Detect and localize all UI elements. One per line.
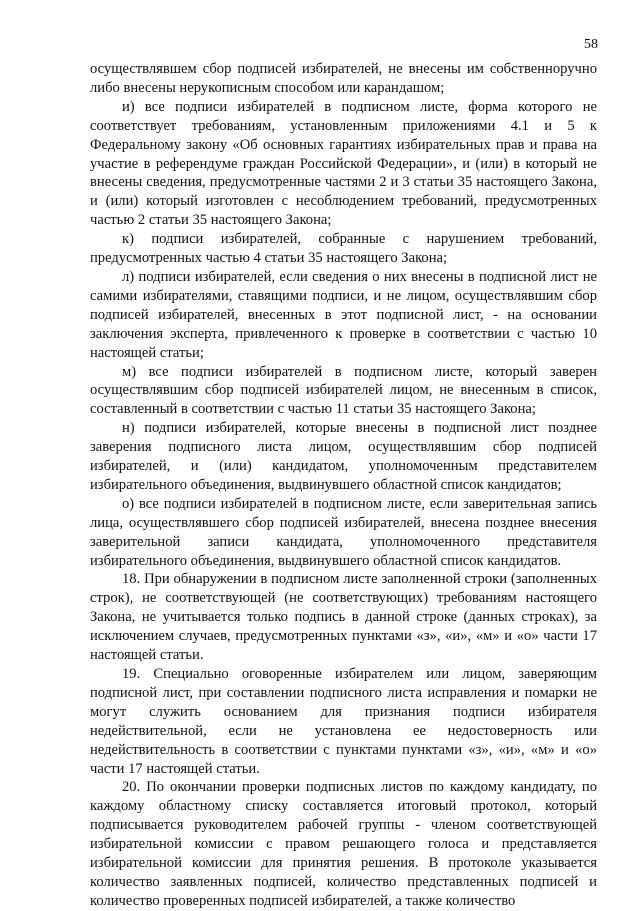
paragraph-part-20: 20. По окончании проверки подписных листов по каждому кандидату, по каждому областному списку составляется итоговый протокол, который подписывается руководителем рабочей группы - членом соответствующей избирательной комиссии с правом решающего голоса и представляется избирательной комиссии для принятия решения. В протоколе указывается количество заявленных подписей, количество представленных подписей и количество проверенных подписей избирателей, а также количество: [90, 779, 597, 909]
paragraph-item-o: о) все подписи избирателей в подписном листе, если заверительная запись лица, осуществлявшего сбор подписей избирателей, внесена позднее внесения заверительной записи кандидата, уполномоченного представителя избирательного объединения, выдвинувшего областной список кандидатов.: [90, 495, 597, 569]
paragraph-item-k: к) подписи избирателей, собранные с нарушением требований, предусмотренных частью 4 статьи 35 настоящего Закона;: [90, 231, 597, 267]
page-number: 58: [584, 37, 598, 52]
paragraph-item-i: и) все подписи избирателей в подписном листе, форма которого не соответствует требованиям, установленным приложениями 4.1 и 5 к Федеральному закону «Об основных гарантиях избирательных прав и права на участие в референдуме граждан Российской Федерации», и (или) в который не внесены сведения, предусмотренные частями 2 и 3 статьи 35 настоящего Закона, и (или) который изготовлен с несоблюдением требований, предусмотренных частью 2 статьи 35 настоящего Закона;: [90, 98, 597, 229]
paragraph-part-19: 19. Специально оговоренные избирателем или лицом, заверяющим подписной лист, при составлении подписного листа исправления и помарки не могут служить основанием для признания подписи избирателя недействительной, если не установлена ее недостоверность или недействительность в соответствии с пунктами пунктами «з», «и», «м» и «о» части 17 настоящей статьи.: [90, 666, 597, 777]
document-body: [90, 60, 597, 911]
paragraph-item-n: н) подписи избирателей, которые внесены в подписной лист позднее заверения подписного листа лицом, осуществлявшим сбор подписей избирателей, и (или) кандидатом, уполномоченным представителем избирательного объединения, выдвинувшего областной список кандидатов;: [90, 420, 597, 493]
paragraph-item-l: л) подписи избирателей, если сведения о них внесены в подписной лист не самими избирателями, ставящими подписи, и не лицом, осуществлявшим сбор подписей избирателей, внесенных в этот подписной лист, - на основании заключения эксперта, привлеченного к проверке в соответствии с частью 10 настоящей статьи;: [90, 268, 597, 361]
paragraph-item-m: м) все подписи избирателей в подписном листе, который заверен осуществлявшим сбор подписей избирателей лицом, не внесенным в список, составленный в соответствии с частью 11 статьи 35 настоящего Закона;: [90, 363, 597, 418]
paragraph-continuation: осуществлявшем сбор подписей избирателей, не внесены им собственноручно либо внесены нерукописным способом или карандашом;: [90, 61, 597, 96]
paragraph-part-18: 18. При обнаружении в подписном листе заполненной строки (заполненных строк), не соответствующей (не соответствующих) требованиям настоящего Закона, не учитывается только подпись в данной строке (данных строках), за исключением случаев, предусмотренных пунктами «з», «и», «м» и «о» части 17 настоящей статьи.: [90, 571, 597, 664]
